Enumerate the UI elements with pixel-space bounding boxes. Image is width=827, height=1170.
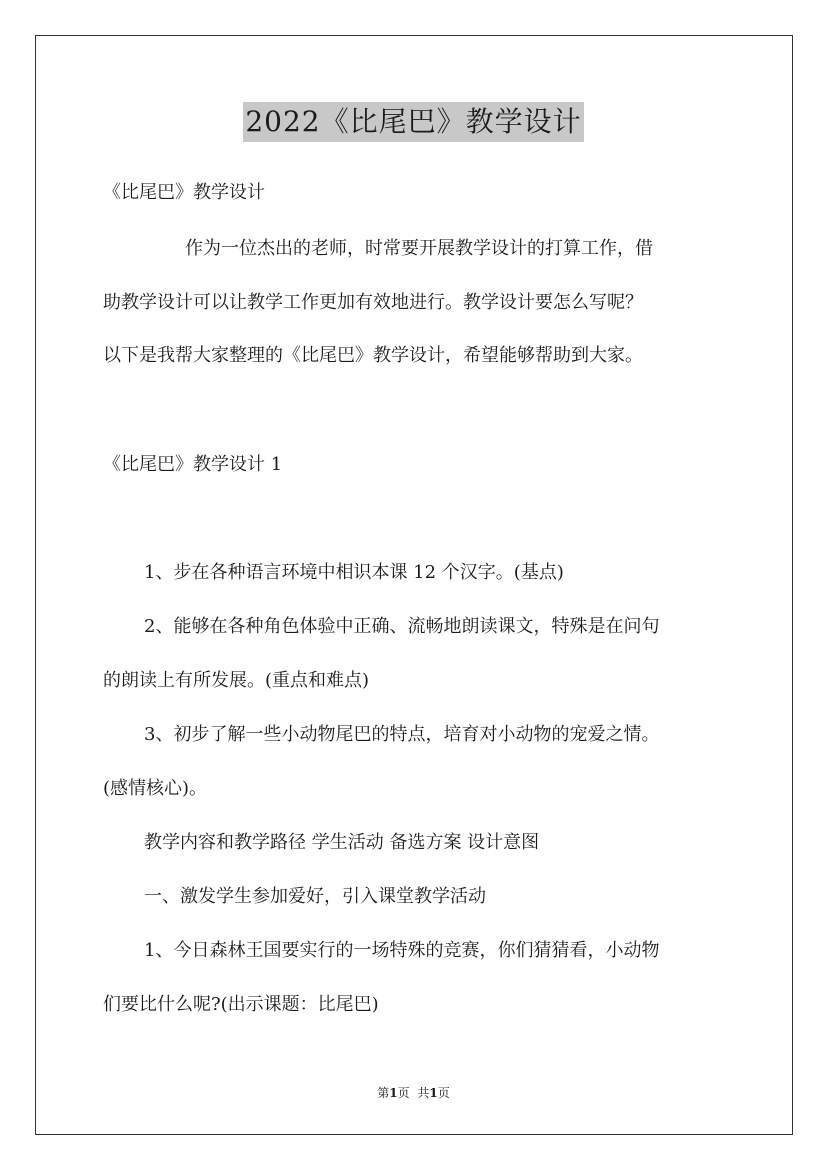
paragraph-line: 以下是我帮大家整理的《比尾巴》教学设计，希望能够帮助到大家。 <box>103 345 643 366</box>
paragraph-line: 助教学设计可以让教学工作更加有效地进行。教学设计要怎么写呢？ <box>103 292 643 313</box>
column-headers-line: 教学内容和教学路径 学生活动 备选方案 设计意图 <box>144 832 540 853</box>
paragraph-line: 1、今日森林王国要实行的一场特殊的竞赛，你们猜猜看，小动物 <box>144 940 660 961</box>
document-title: 2022《比尾巴》教学设计 <box>243 102 583 142</box>
page-footer <box>0 1084 827 1101</box>
objective-line: 2、能够在各种角色体验中正确、流畅地朗读课文，特殊是在问句 <box>144 616 660 637</box>
section-heading: 《比尾巴》教学设计 1 <box>103 454 283 475</box>
total-pages: 1 <box>429 1086 438 1100</box>
paragraph-line: 们要比什么呢?(出示课题：比尾巴) <box>103 994 379 1015</box>
paragraph-line: 作为一位杰出的老师，时常要开展教学设计的打算工作，借 <box>185 238 653 259</box>
objective-line: (感情核心)。 <box>103 778 208 799</box>
section-heading: 《比尾巴》教学设计 <box>103 182 265 203</box>
page-number-suffix: 页 <box>397 1086 410 1100</box>
page-number-prefix: 第 <box>377 1086 390 1100</box>
objective-line: 1、步在各种语言环境中相识本课 12 个汉字。(基点) <box>144 562 564 583</box>
step-heading: 一、激发学生参加爱好，引入课堂教学活动 <box>144 886 486 907</box>
objective-line: 3、初步了解一些小动物尾巴的特点，培育对小动物的宠爱之情。 <box>144 724 660 745</box>
total-pages-suffix: 页 <box>437 1086 450 1100</box>
objective-line: 的朗读上有所发展。(重点和难点) <box>103 670 370 691</box>
title-container <box>0 102 827 142</box>
total-pages-prefix: 共 <box>417 1086 430 1100</box>
page-number: 1 <box>389 1086 398 1100</box>
